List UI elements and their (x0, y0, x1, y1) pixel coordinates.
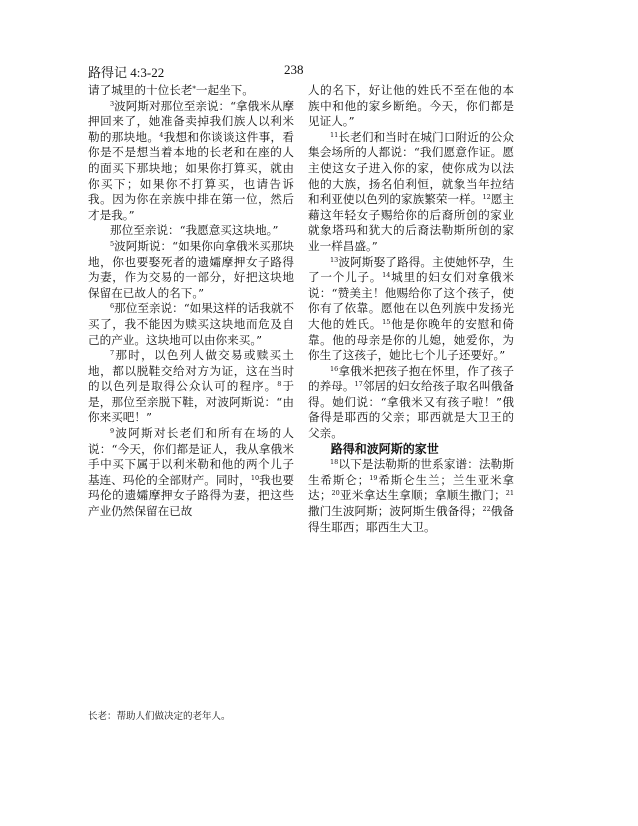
text: 城里的妇女们对拿俄米说：“赞美主！他赐给你了这个孩子，使你有了依靠。愿他在以色列族中发扬光大他的姓氏。 (308, 270, 514, 331)
page-number: 238 (284, 62, 304, 77)
text: 愿主藉这年轻女子赐给你的后裔所创的家业就象塔玛和犹大的后裔法勒斯所创的家业一样昌盛。” (308, 192, 514, 253)
verse-number: 14 (382, 271, 391, 280)
verse-number: 9 (110, 427, 115, 436)
text: 我想和你谈谈这件事，看你是不是想当着本地的长老和在座的人的面买下那块地；如果你打算买，就由你买下；如果你不打算买，也请告诉我。因为你在亲族中排在第一位，然后才是我。” (88, 129, 294, 222)
paragraph (308, 83, 514, 130)
text: 那位至亲说：“我愿意买这块地。” (110, 223, 279, 238)
paragraph (308, 255, 514, 364)
text: 那位至亲说：“如果这样的话我就不买了，我不能因为赎买这块地而危及自己的产业。这块地可以由你来买。” (88, 301, 295, 347)
text: 邻居的妇女给孩子取名叫俄备得。她们说：“拿俄米又有孩子啦！”俄备得是耶西的父亲；耶西就是大卫王的父亲。 (308, 379, 514, 441)
verse-number: 15 (382, 317, 391, 326)
section-title: 路得和波阿斯的家世 (330, 441, 439, 456)
text: 那时，以色列人做交易或赎买土地，都以脱鞋交给对方为证，这在当时的以色列是取得公众认可的程序。 (88, 348, 294, 394)
running-head: 路得记 4:3-22 (88, 65, 165, 80)
text: 亚米拿达生拿顺；拿顺生撒门； (339, 488, 506, 503)
text: 波阿斯对长老们和所有在场的人说：“今天，你们都是证人，我从拿俄米手中买下属于以利米勒和他的两个儿子基连、玛伦的全部财产。同时， (88, 426, 294, 487)
paragraph (88, 301, 294, 348)
verse-number: 8 (277, 380, 282, 389)
right-column (308, 83, 514, 535)
paragraph (88, 426, 294, 520)
verse-number: 6 (110, 302, 115, 311)
paragraph (88, 348, 294, 426)
paragraph (88, 223, 294, 239)
verse-number: 21 (505, 489, 514, 498)
verse-number: 18 (330, 458, 339, 467)
verse-number: 20 (331, 489, 340, 498)
verse-number: 17 (354, 380, 363, 389)
text: 他是你晚年的安慰和倚靠。他的母亲是你的儿媳，她爱你，为你生了这孩子，她比七个儿子还要好。” (308, 316, 514, 363)
verse-number: 5 (110, 239, 115, 248)
verse-number: 13 (330, 255, 339, 264)
text: 人的名下，好让他的姓氏不至在他的本族中和他的家乡断绝。今天，你们都是见证人。” (308, 83, 514, 129)
left-column (88, 83, 294, 520)
verse-number: 22 (482, 505, 491, 514)
verse-number: 12 (482, 193, 491, 202)
text: 波阿斯娶了路得。主使她怀孕，生了一个儿子。 (308, 254, 514, 285)
text: 撒门生波阿斯；波阿斯生俄备得； (308, 504, 483, 519)
paragraph (88, 239, 294, 301)
text: 一起坐下。 (195, 83, 254, 97)
text: 长老们和当时在城门口附近的公众集会场所的人都说：“我们愿意作证。愿主使这女子进入你的家，使你成为以法他的大族，扬名伯利恒，就象当年拉结和利亚使以色列的家族繁荣一样。 (308, 129, 514, 207)
footnote: 长老：帮助人们做决定的老年人。 (88, 712, 231, 722)
paragraph (88, 99, 294, 224)
verse-number: 16 (330, 364, 339, 373)
text: 拿俄米把孩子抱在怀里，作了孩子的养母。 (308, 363, 514, 394)
verse-number: 19 (369, 473, 378, 482)
text: 我也要玛伦的遗孀摩押女子路得为妻，把这些产业仍然保留在已故 (88, 472, 294, 519)
verse-number: 10 (250, 473, 260, 482)
text: 希斯仑生兰；兰生亚米拿达； (308, 472, 514, 503)
text: 请了城里的十位长老 (88, 83, 193, 97)
text: 俄备得生耶西；耶西生大卫。 (308, 504, 514, 534)
verse-number: 7 (110, 349, 115, 358)
paragraph (308, 457, 514, 535)
text: 于是，那位至亲脱下鞋，对波阿斯说：“由你来买吧！” (88, 379, 294, 425)
text: 波阿斯对那位至亲说：“拿俄米从摩押回来了，她准备卖掉我们族人以利米勒的那块地。 (88, 98, 295, 144)
text: 波阿斯说：“如果你向拿俄米买那块地，你也要娶死者的遗孀摩押女子路得为妻，作为交易的一部分，好把这块地保留在已故人的名下。” (88, 238, 295, 300)
verse-number: 11 (330, 130, 339, 139)
paragraph (308, 364, 514, 442)
paragraph (308, 130, 514, 255)
text: 以下是法勒斯的世系家谱：法勒斯生希斯仑； (308, 457, 514, 487)
page-header (88, 62, 552, 82)
footnote-mark[interactable]: * (192, 85, 196, 93)
paragraph (88, 83, 294, 99)
verse-number: 4 (159, 130, 164, 139)
verse-number: 3 (110, 99, 115, 108)
